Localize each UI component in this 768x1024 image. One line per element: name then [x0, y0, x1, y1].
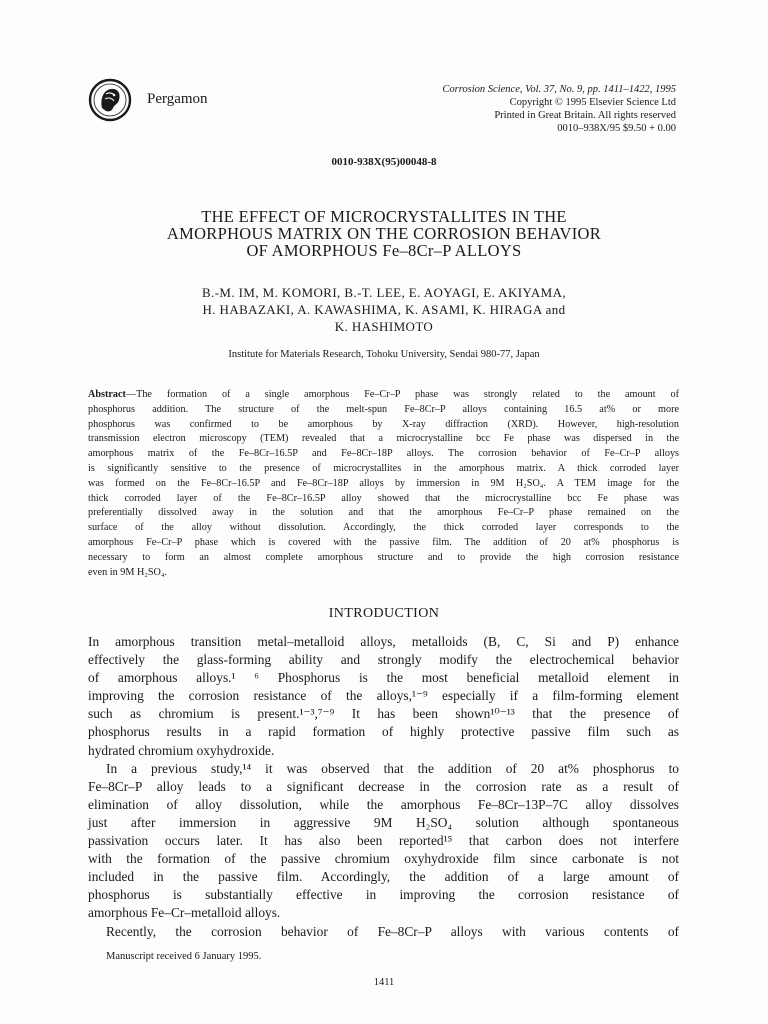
body-line: such as chromium is present.¹⁻³,⁷⁻⁹ It has been shown¹⁰⁻¹³ that the presence of	[88, 706, 679, 722]
body-line: included in the passive film. Accordingly, the addition of a large amount of	[88, 869, 679, 885]
abstract	[88, 388, 679, 580]
body-line: In amorphous transition metal–metalloid alloys, metalloids (B, C, Si and P) enhance	[88, 634, 679, 649]
journal-info	[442, 83, 676, 135]
abstract-line: even in 9M H₂SO₄.	[88, 566, 167, 578]
abstract-label: Abstract	[88, 389, 126, 400]
body-line: passivation occurs later. It has also been reported¹⁵ that carbon does not interfere	[88, 833, 679, 849]
paper-title	[60, 208, 708, 259]
author-line: K. HASHIMOTO	[334, 319, 434, 334]
abstract-line: phosphorus addition. The structure of the melt-spun Fe–8Cr–P alloys containing 16.5 at% or more	[88, 403, 679, 415]
title-line: OF AMORPHOUS Fe–8Cr–P ALLOYS	[246, 241, 522, 260]
price-code: 0010–938X/95 $9.50 + 0.00	[557, 123, 676, 134]
body-line: Recently, the corrosion behavior of Fe–8Cr–P alloys with various contents of	[106, 923, 679, 939]
author-list	[60, 284, 708, 335]
author-line: B.-M. IM, M. KOMORI, B.-T. LEE, E. AOYAGI, E. AKIYAMA,	[201, 285, 567, 300]
abstract-line: amorphous matrix of the Fe–8Cr–16.5P and Fe–8Cr–18P alloys. The corrosion behavior of Fe–Cr–P alloys	[88, 448, 679, 460]
abstract-line: phosphorus was confirmed to be amorphous by X-ray diffraction (XRD). However, high-resolution	[88, 418, 679, 430]
body-line: phosphorus is substantially effective in improving the corrosion resistance of	[88, 887, 679, 903]
body-line: hydrated chromium oxyhydroxide.	[88, 742, 275, 758]
manuscript-received-note: Manuscript received 6 January 1995.	[106, 951, 262, 962]
body-text	[88, 633, 679, 941]
body-line: with the formation of the passive chromium oxyhydroxide film since carbonate is not	[88, 851, 679, 867]
affiliation: Institute for Materials Research, Tohoku University, Sendai 980-77, Japan	[228, 349, 540, 360]
copyright-line: Copyright © 1995 Elsevier Science Ltd	[509, 97, 676, 108]
abstract-line: transmission electron microscopy (TEM) revealed that a microcrystalline bcc Fe phase was dispersed in the	[88, 433, 679, 445]
section-heading: INTRODUCTION	[328, 606, 440, 621]
title-line: AMORPHOUS MATRIX ON THE CORROSION BEHAVIOR	[166, 224, 602, 243]
abstract-line: surface of the alloy without dissolution. Accordingly, the thick corroded layer corresponds to the	[88, 522, 679, 534]
body-line: amorphous Fe–Cr–metalloid alloys.	[88, 905, 281, 921]
abstract-line: preferentially dissolved away in the solution and that the amorphous Fe–Cr–P phase remained on the	[88, 507, 679, 519]
abstract-line: thick corroded layer of the Fe–8Cr–16.5P alloy showed that the microcrystalline bcc Fe phase was	[88, 492, 679, 504]
body-line: elimination of alloy dissolution, while the amorphous Fe–8Cr–13P–7C alloy dissolves	[88, 796, 679, 812]
printed-line: Printed in Great Britain. All rights reserved	[494, 110, 676, 121]
body-line: phosphorus results in a rapid formation of highly protective passive film such as	[88, 724, 679, 740]
publisher-name: Pergamon	[147, 91, 208, 107]
abstract-line: Abstract—The formation of a single amorphous Fe–Cr–P phase was strongly related to the amount of	[88, 389, 679, 400]
journal-citation: Corrosion Science, Vol. 37, No. 9, pp. 1411–1422, 1995	[442, 84, 676, 95]
body-line: In a previous study,¹⁴ it was observed that the addition of 20 at% phosphorus to	[106, 760, 679, 776]
page-number: 1411	[373, 977, 395, 988]
article-code: 0010-938X(95)00048-8	[331, 156, 437, 168]
author-line: H. HABAZAKI, A. KAWASHIMA, K. ASAMI, K. HIRAGA and	[202, 302, 566, 317]
body-line: effectively the glass-forming ability and strongly modify the electrochemical behavior	[88, 652, 679, 668]
body-line: Fe–8Cr–P alloy leads to a significant decrease in the corrosion rate as a result of	[88, 778, 679, 794]
pergamon-logo	[88, 78, 132, 122]
body-line: improving the corrosion resistance of the alloys,¹⁻⁹ especially if a film-forming element	[88, 688, 679, 704]
abstract-line: amorphous Fe–Cr–P phase which is covered with the passive film. The addition of 20 at% phosphorus is	[88, 536, 679, 548]
abstract-line: was formed on the Fe–8Cr–16.5P and Fe–8Cr–18P alloys by immersion in 9M H₂SO₄. A TEM image for the	[88, 477, 679, 489]
body-line: of amorphous alloys.¹ ⁶ Phosphorus is the most beneficial metalloid element in	[88, 670, 679, 686]
title-line: THE EFFECT OF MICROCRYSTALLITES IN THE	[201, 207, 567, 226]
body-line: just after immersion in aggressive 9M H₂SO₄ solution although spontaneous	[88, 814, 679, 830]
abstract-line: is significantly sensitive to the presence of microcrystallites in the amorphous matrix. A thick corroded layer	[88, 462, 679, 474]
abstract-line: necessary to form an almost complete amorphous structure and to provide the high corrosion resistance	[88, 551, 679, 563]
